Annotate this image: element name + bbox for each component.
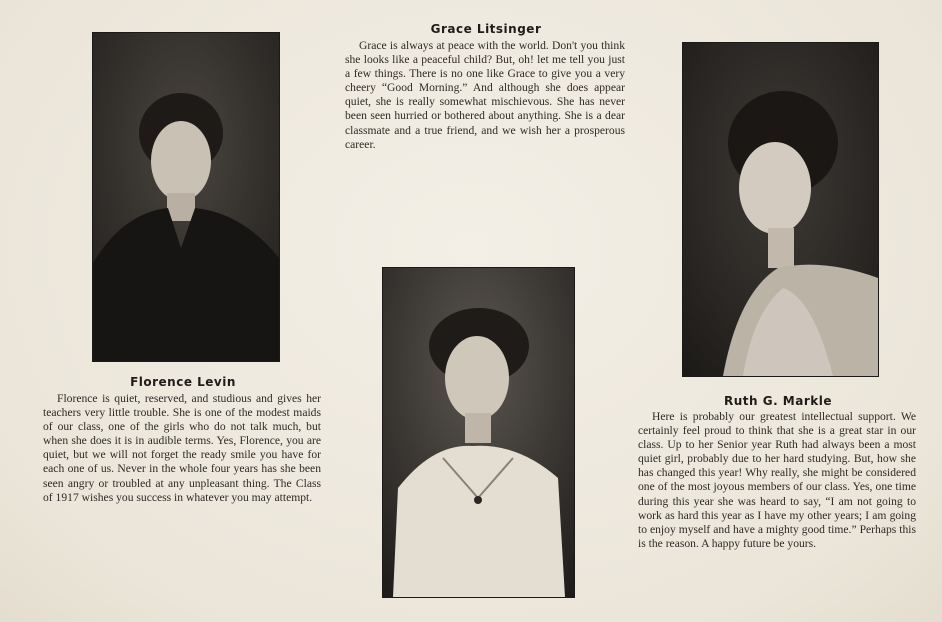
student-name-florence: Florence Levin (130, 375, 236, 389)
student-bio-grace: Grace is always at peace with the world. Don't you think she looks like a peaceful child? But, oh! let me tell you just a few things. There is no one like Grace to give you a very cheery “Good Morning.” And although she does appear quiet, she is really somewhat mischievous. She has never been seen hurried or bothered about anything. She is a dear classmate and a true friend, and we wish her a prosperous career. (345, 39, 625, 151)
portrait-photo-florence (93, 33, 279, 361)
student-name-grace: Grace Litsinger (430, 22, 542, 36)
student-name-ruth: Ruth G. Markle (723, 394, 832, 408)
portrait-photo-ruth (683, 43, 878, 376)
portrait-photo-center (383, 268, 574, 597)
student-bio-ruth: Here is probably our greatest intellectual support. We certainly feel proud to think that she is a great star in our class. Up to her Senior year Ruth had always been a most quiet girl, probably due to her hard studying. But, how she has changed this year! Why really, she might be considered one of the most joyous members of our class. Yes, one time during this year she was heard to say, “I am not going to work as hard this year as I have my other years; I am going to enjoy myself and have a mighty good time.” Perhaps this is the reason. A happy future be yours. (638, 410, 916, 550)
student-bio-florence: Florence is quiet, reserved, and studious and gives her teachers very little trouble. She is one of the modest maids of our class, one of the girls who do not talk much, but when she does it is in audible terms. Yes, Florence, you are quiet, but we will not forget the ready smile you have for each one of us. Never in the whole four years has she been seen angry or troubled at any unpleasant thing. The Class of 1917 wishes you success in whatever you may attempt. (43, 392, 321, 504)
